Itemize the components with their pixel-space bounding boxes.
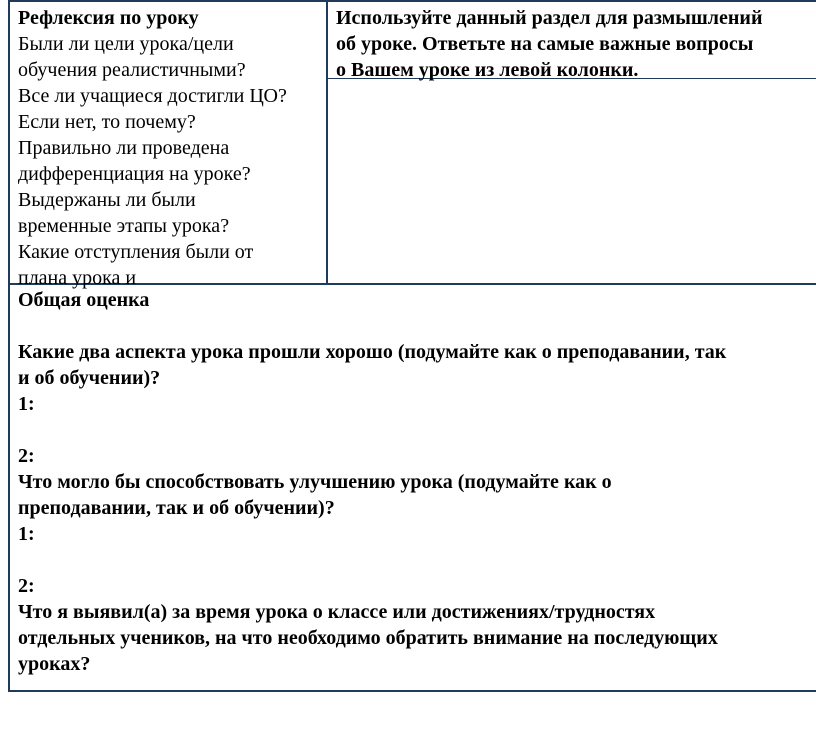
reflection-question-line: Какие отступления были от	[18, 241, 254, 263]
reflection-question-line: обучения реалистичными?	[18, 59, 246, 81]
table-border-left	[8, 0, 10, 692]
answer-item-2: 2:	[18, 575, 35, 597]
table-border-bottom	[8, 690, 816, 692]
question-improve-line: Что могло бы способствовать улучшению урока (подумайте как о	[18, 471, 612, 493]
instruction-cell	[336, 5, 814, 83]
answer-item-1: 1:	[18, 393, 35, 415]
question-went-well-line: и об обучении)?	[18, 367, 161, 389]
overall-assessment-cell	[18, 287, 814, 677]
reflection-heading: Рефлексия по уроку	[18, 7, 199, 29]
reflection-question-line: временные этапы урока?	[18, 215, 230, 237]
reflection-answer-area[interactable]	[328, 79, 816, 283]
instruction-line: о Вашем уроке из левой колонки.	[336, 59, 639, 81]
answer-item-2: 2:	[18, 445, 35, 467]
instruction-line: Используйте данный раздел для размышлений	[336, 7, 763, 29]
question-went-well-line: Какие два аспекта урока прошли хорошо (подумайте как о преподавании, так	[18, 341, 727, 363]
reflection-question-line: Если нет, то почему?	[18, 111, 196, 133]
reflection-question-line: Были ли цели урока/цели	[18, 33, 234, 55]
question-improve-line: преподавании, так и об обучении)?	[18, 497, 335, 519]
instruction-line: об уроке. Ответьте на самые важные вопросы	[336, 33, 754, 55]
question-learned-line: Что я выявил(а) за время урока о классе или достижениях/трудностях	[18, 601, 656, 623]
reflection-table	[8, 0, 816, 692]
reflection-questions-cell	[18, 5, 318, 291]
reflection-question-line: Правильно ли проведена	[18, 137, 230, 159]
answer-item-1: 1:	[18, 523, 35, 545]
overall-heading: Общая оценка	[18, 289, 150, 311]
reflection-question-line: дифференциация на уроке?	[18, 163, 251, 185]
reflection-question-line: плана урока и	[18, 267, 137, 289]
reflection-question-line: Выдержаны ли были	[18, 189, 196, 211]
table-border-top	[8, 0, 816, 2]
question-learned-line: уроках?	[18, 653, 91, 675]
question-learned-line: отдельных учеников, на что необходимо обратить внимание на последующих	[18, 627, 718, 649]
reflection-question-line: Все ли учащиеся достигли ЦО?	[18, 85, 287, 107]
